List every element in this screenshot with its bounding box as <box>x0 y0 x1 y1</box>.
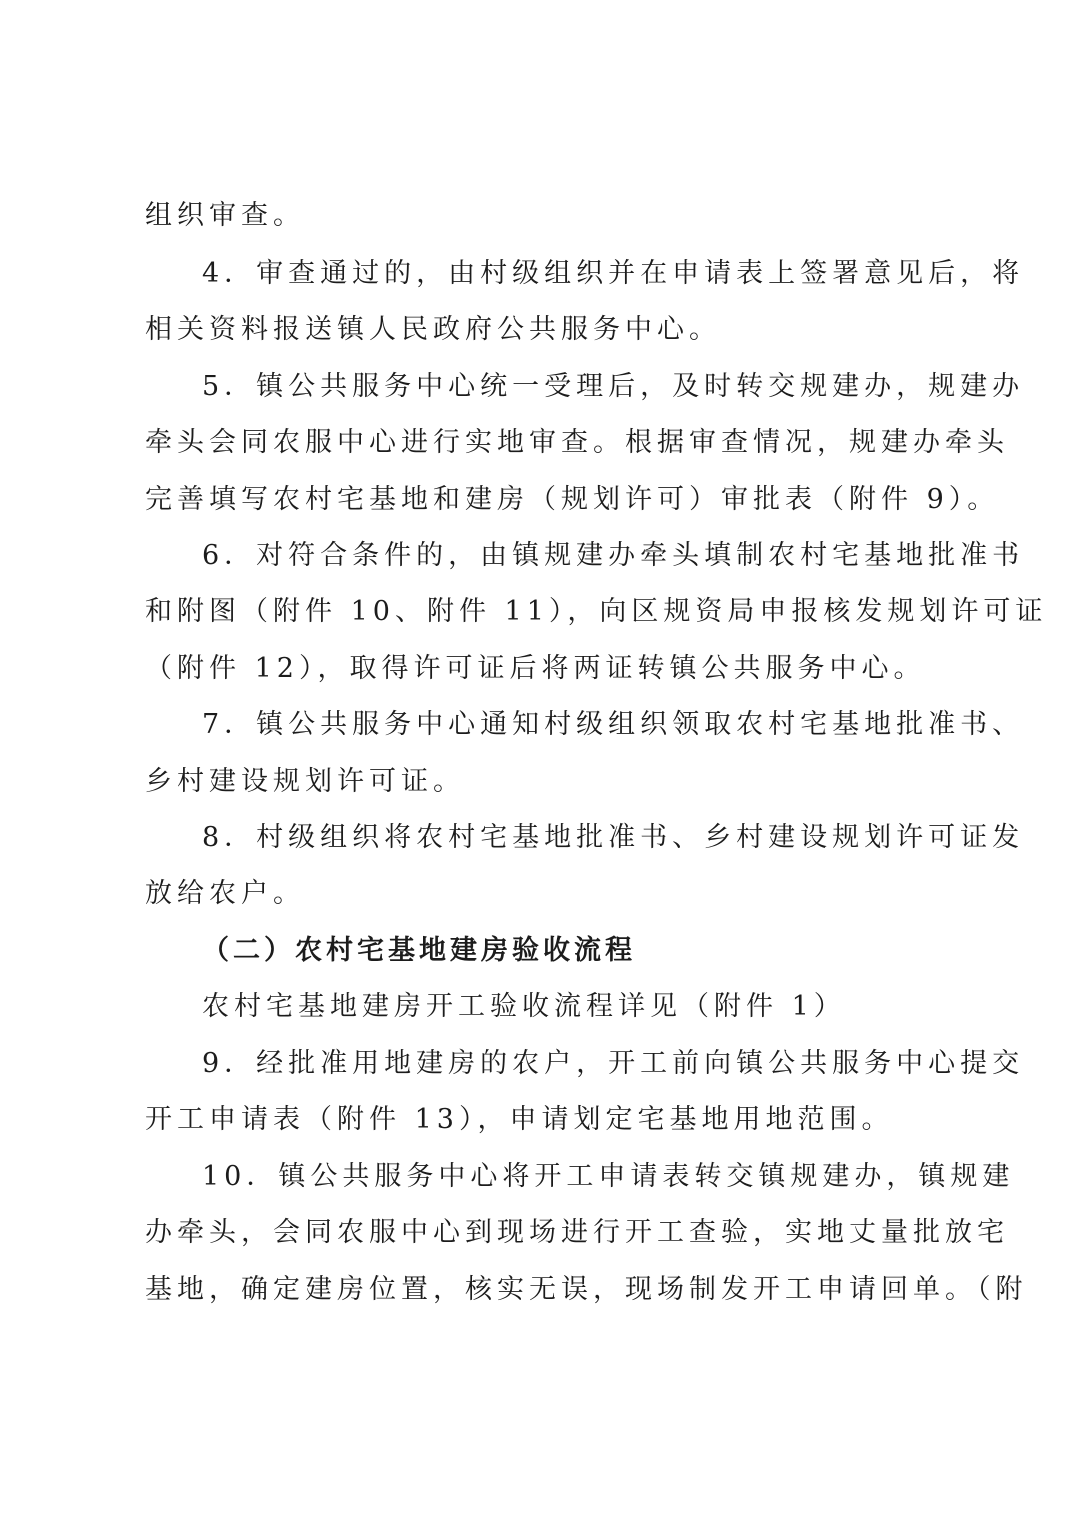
text-line: 办牵头，会同农服中心到现场进行开工查验，实地丈量批放宅 <box>145 1217 1009 1248</box>
text-line: 和附图（附件 10、附件 11），向区规资局申报核发规划许可证 <box>145 596 1048 627</box>
paragraph-line: 8．村级组织将农村宅基地批准书、乡村建设规划许可证发 <box>202 822 1025 853</box>
text-line: 放给农户。 <box>145 878 305 909</box>
paragraph-line: 4．审查通过的，由村级组织并在申请表上签署意见后，将 <box>202 258 1025 289</box>
text-line: 开工申请表（附件 13），申请划定宅基地用地范围。 <box>145 1104 894 1135</box>
paragraph-line: 农村宅基地建房开工验收流程详见（附件 1） <box>202 991 846 1022</box>
text-line: 基地，确定建房位置，核实无误，现场制发开工申请回单。（附 <box>145 1274 1028 1305</box>
paragraph-line: 10．镇公共服务中心将开工申请表转交镇规建办，镇规建 <box>202 1161 1015 1192</box>
paragraph-line: 9．经批准用地建房的农户，开工前向镇公共服务中心提交 <box>202 1048 1025 1079</box>
text-line: 组织审查。 <box>145 200 305 231</box>
text-line: （附件 12），取得许可证后将两证转镇公共服务中心。 <box>145 653 926 684</box>
text-line: 牵头会同农服中心进行实地审查。根据审查情况，规建办牵头 <box>145 427 1009 458</box>
text-line: 相关资料报送镇人民政府公共服务中心。 <box>145 314 721 345</box>
paragraph-line: 7．镇公共服务中心通知村级组织领取农村宅基地批准书、 <box>202 709 1025 740</box>
text-line: 完善填写农村宅基地和建房（规划许可）审批表（附件 9）。 <box>145 484 1000 515</box>
paragraph-line: 5．镇公共服务中心统一受理后，及时转交规建办，规建办 <box>202 371 1025 402</box>
section-heading: （二）农村宅基地建房验收流程 <box>202 935 636 966</box>
paragraph-line: 6．对符合条件的，由镇规建办牵头填制农村宅基地批准书 <box>202 540 1025 571</box>
text-line: 乡村建设规划许可证。 <box>145 766 465 797</box>
